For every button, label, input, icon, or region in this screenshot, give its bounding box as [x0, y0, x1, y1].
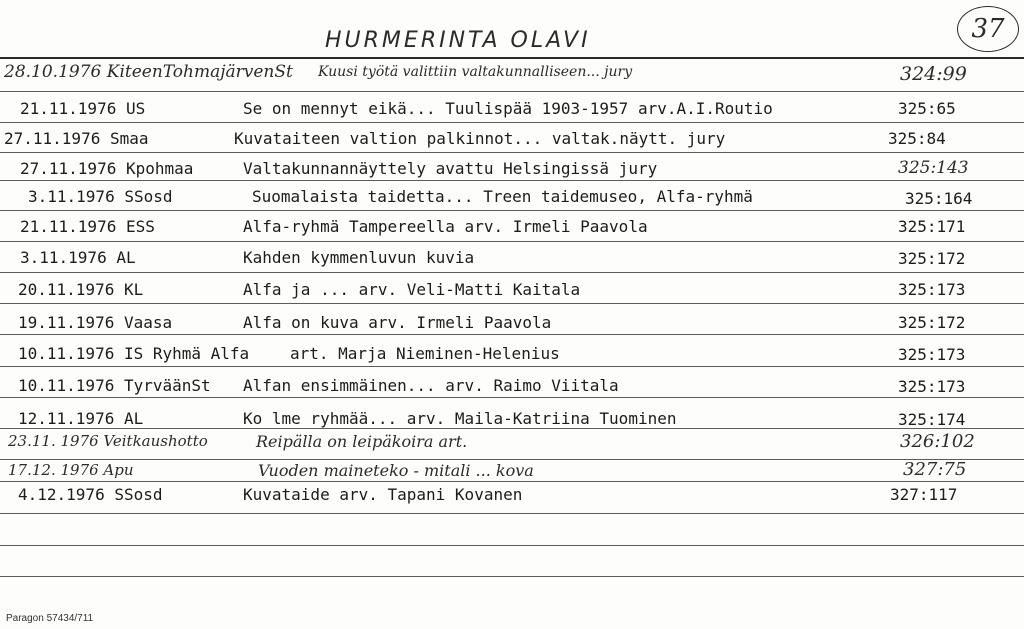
- entry-date: 20.11.1976 KL: [18, 280, 144, 299]
- entry-row: [0, 183, 1024, 214]
- entry-ref: 327:75: [903, 459, 967, 480]
- entry-text: Alfa on kuva arv. Irmeli Paavola: [243, 313, 552, 332]
- entry-date: 27.11.1976 Smaa: [4, 129, 149, 148]
- entry-row: [0, 338, 1024, 369]
- entry-ref: 325:65: [898, 99, 956, 118]
- entry-text: Alfan ensimmäinen... arv. Raimo Viitala: [243, 376, 619, 395]
- entry-date: 28.10.1976 KiteenTohmajärvenSt: [4, 62, 293, 82]
- entry-text: art. Marja Nieminen-Helenius: [290, 344, 560, 363]
- entry-date: 3.11.1976 AL: [20, 248, 136, 267]
- entry-date: 17.12. 1976 Apu: [8, 461, 134, 479]
- entry-text: Se on mennyt eikä... Tuulispää 1903-1957 arv.A.I.Routio: [243, 99, 773, 118]
- entry-date: 10.11.1976 IS Ryhmä Alfa: [18, 344, 250, 363]
- entry-ref: 324:99: [900, 63, 967, 85]
- entry-row: [0, 213, 1024, 244]
- entry-ref: 325:171: [898, 217, 966, 236]
- entry-text: Kuvataide arv. Tapani Kovanen: [243, 485, 523, 504]
- entry-text: Ko lme ryhmää... arv. Maila-Katriina Tuominen: [243, 409, 677, 428]
- entry-date: 21.11.1976 US: [20, 99, 146, 118]
- entry-row: [0, 125, 1024, 156]
- rule-line: [0, 545, 1024, 546]
- card-number: 37: [957, 6, 1019, 52]
- entry-date: 10.11.1976 TyrväänSt: [18, 376, 211, 395]
- entry-ref: 325:173: [898, 280, 966, 299]
- rule-line: [0, 576, 1024, 577]
- entry-ref: 325:164: [905, 189, 973, 208]
- entry-row: [0, 245, 1024, 276]
- entry-row: [0, 60, 1024, 91]
- entry-text: Kahden kymmenluvun kuvia: [243, 248, 475, 267]
- entry-text: Alfa-ryhmä Tampereella arv. Irmeli Paavola: [243, 217, 648, 236]
- header-rule: [0, 57, 1024, 59]
- entry-ref: 326:102: [900, 431, 975, 452]
- entry-row: [0, 95, 1024, 126]
- entry-ref: 325:143: [898, 158, 969, 178]
- entry-ref: 327:117: [890, 485, 958, 504]
- card-title: HURMERINTA OLAVI: [325, 28, 591, 53]
- entry-date: 19.11.1976 Vaasa: [18, 313, 173, 332]
- entry-row: [0, 369, 1024, 400]
- entry-date: 27.11.1976 Kpohmaa: [20, 159, 194, 178]
- entry-ref: 325:174: [898, 410, 966, 429]
- entry-date: 21.11.1976 ESS: [20, 217, 155, 236]
- entry-ref: 325:172: [898, 249, 966, 268]
- entry-text: Suomalaista taidetta... Treen taidemuseo, Alfa-ryhmä: [252, 187, 753, 206]
- card-footer: Paragon 57434/711: [6, 613, 94, 624]
- entry-text: Kuusi työtä valittiin valtakunnalliseen... jury: [318, 64, 633, 80]
- entry-row: [0, 484, 1024, 515]
- entry-ref: 325:84: [888, 129, 946, 148]
- entry-row: [0, 307, 1024, 338]
- entry-ref: 325:172: [898, 313, 966, 332]
- entry-date: 23.11. 1976 Veitkaushotto: [8, 432, 208, 450]
- entry-text: Valtakunnannäyttely avattu Helsingissä jury: [243, 159, 658, 178]
- entry-text: Kuvataiteen valtion palkinnot... valtak.näytt. jury: [234, 129, 726, 148]
- entry-date: 12.11.1976 AL: [18, 409, 144, 428]
- entry-text: Alfa ja ... arv. Veli-Matti Kaitala: [243, 280, 581, 299]
- rule-line: [0, 91, 1024, 92]
- entry-text: Vuoden maineteko - mitali ... kova: [258, 461, 534, 480]
- entry-ref: 325:173: [898, 345, 966, 364]
- entry-row: [0, 155, 1024, 186]
- entry-ref: 325:173: [898, 377, 966, 396]
- entry-date: 4.12.1976 SSosd: [18, 485, 163, 504]
- entry-text: Reipälla on leipäkoira art.: [256, 432, 468, 451]
- entry-row: [0, 429, 1024, 460]
- entry-date: 3.11.1976 SSosd: [28, 187, 173, 206]
- entry-row: [0, 275, 1024, 306]
- entry-row: [0, 400, 1024, 431]
